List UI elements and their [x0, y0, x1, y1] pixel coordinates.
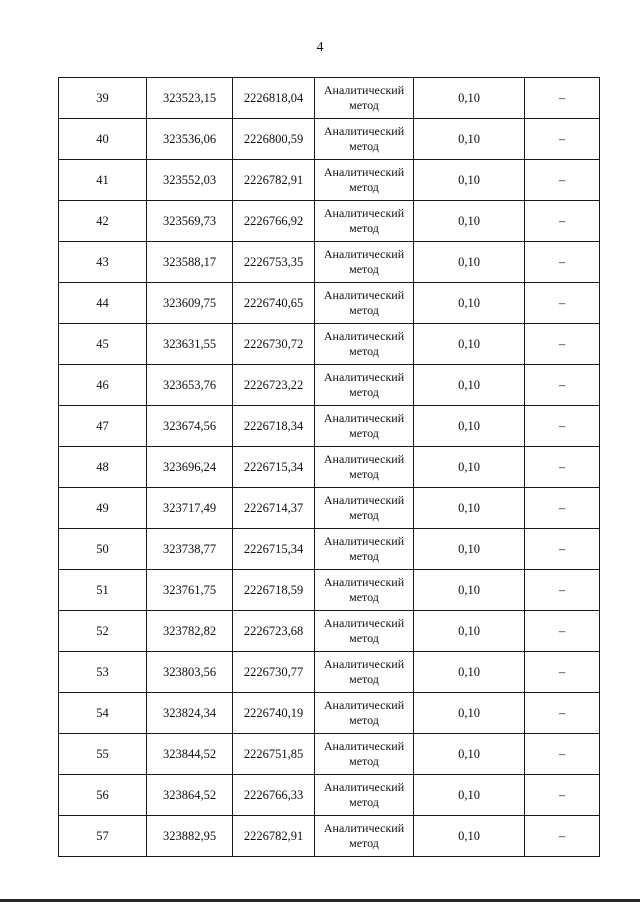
method-line-1: Аналитический	[323, 780, 405, 794]
method-line-2: метод	[349, 139, 379, 153]
accuracy: 0,10	[414, 570, 525, 611]
coord-y: 2226730,77	[233, 652, 315, 693]
point-number: 43	[59, 242, 147, 283]
point-number: 39	[59, 78, 147, 119]
accuracy: 0,10	[414, 283, 525, 324]
accuracy: 0,10	[414, 160, 525, 201]
note: –	[525, 611, 600, 652]
accuracy: 0,10	[414, 242, 525, 283]
method-line-2: метод	[349, 754, 379, 768]
method-line-2: метод	[349, 549, 379, 563]
method-line-1: Аналитический	[323, 288, 405, 302]
note: –	[525, 652, 600, 693]
coord-y: 2226800,59	[233, 119, 315, 160]
page-number: 4	[316, 40, 324, 55]
coord-y: 2226715,34	[233, 447, 315, 488]
coord-x: 323536,06	[147, 119, 233, 160]
table-row	[59, 734, 600, 775]
note: –	[525, 324, 600, 365]
table-row	[59, 611, 600, 652]
note: –	[525, 488, 600, 529]
method-line-1: Аналитический	[323, 575, 405, 589]
point-number: 41	[59, 160, 147, 201]
method-line-1: Аналитический	[323, 206, 405, 220]
point-number: 57	[59, 816, 147, 857]
method-cell	[315, 160, 414, 201]
table-row	[59, 570, 600, 611]
point-number: 55	[59, 734, 147, 775]
coord-x: 323569,73	[147, 201, 233, 242]
coord-y: 2226766,33	[233, 775, 315, 816]
table-row	[59, 119, 600, 160]
table-row	[59, 816, 600, 857]
method-cell	[315, 119, 414, 160]
table-row	[59, 652, 600, 693]
method-line-2: метод	[349, 344, 379, 358]
coord-x: 323824,34	[147, 693, 233, 734]
coord-x: 323552,03	[147, 160, 233, 201]
table-row	[59, 488, 600, 529]
method-cell	[315, 734, 414, 775]
accuracy: 0,10	[414, 324, 525, 365]
method-cell	[315, 693, 414, 734]
coord-y: 2226723,68	[233, 611, 315, 652]
table-row	[59, 78, 600, 119]
accuracy: 0,10	[414, 693, 525, 734]
note: –	[525, 529, 600, 570]
note: –	[525, 734, 600, 775]
method-cell	[315, 365, 414, 406]
method-cell	[315, 652, 414, 693]
coord-y: 2226782,91	[233, 160, 315, 201]
method-line-2: метод	[349, 221, 379, 235]
method-line-1: Аналитический	[323, 493, 405, 507]
accuracy: 0,10	[414, 734, 525, 775]
table-row	[59, 406, 600, 447]
point-number: 54	[59, 693, 147, 734]
method-line-1: Аналитический	[323, 698, 405, 712]
note: –	[525, 570, 600, 611]
method-cell	[315, 324, 414, 365]
accuracy: 0,10	[414, 406, 525, 447]
note: –	[525, 447, 600, 488]
coord-y: 2226715,34	[233, 529, 315, 570]
method-line-2: метод	[349, 508, 379, 522]
coord-x: 323864,52	[147, 775, 233, 816]
method-cell	[315, 447, 414, 488]
method-line-2: метод	[349, 590, 379, 604]
method-line-2: метод	[349, 303, 379, 317]
accuracy: 0,10	[414, 447, 525, 488]
accuracy: 0,10	[414, 201, 525, 242]
method-line-2: метод	[349, 631, 379, 645]
method-line-2: метод	[349, 836, 379, 850]
method-line-1: Аналитический	[323, 411, 405, 425]
method-line-1: Аналитический	[323, 83, 405, 97]
accuracy: 0,10	[414, 652, 525, 693]
point-number: 53	[59, 652, 147, 693]
coord-x: 323674,56	[147, 406, 233, 447]
note: –	[525, 775, 600, 816]
table-row	[59, 283, 600, 324]
method-line-2: метод	[349, 180, 379, 194]
table-row	[59, 775, 600, 816]
note: –	[525, 693, 600, 734]
method-line-1: Аналитический	[323, 534, 405, 548]
method-cell	[315, 406, 414, 447]
point-number: 52	[59, 611, 147, 652]
point-number: 42	[59, 201, 147, 242]
point-number: 48	[59, 447, 147, 488]
note: –	[525, 406, 600, 447]
coord-y: 2226753,35	[233, 242, 315, 283]
method-line-1: Аналитический	[323, 616, 405, 630]
table-row	[59, 242, 600, 283]
method-line-1: Аналитический	[323, 124, 405, 138]
table-row	[59, 160, 600, 201]
table-row	[59, 529, 600, 570]
accuracy: 0,10	[414, 78, 525, 119]
table-row	[59, 324, 600, 365]
accuracy: 0,10	[414, 816, 525, 857]
method-cell	[315, 816, 414, 857]
method-line-2: метод	[349, 795, 379, 809]
accuracy: 0,10	[414, 529, 525, 570]
method-cell	[315, 529, 414, 570]
coordinates-table	[58, 77, 600, 857]
method-cell	[315, 242, 414, 283]
table-row	[59, 693, 600, 734]
table-row	[59, 201, 600, 242]
accuracy: 0,10	[414, 119, 525, 160]
method-line-1: Аналитический	[323, 165, 405, 179]
method-line-2: метод	[349, 467, 379, 481]
accuracy: 0,10	[414, 775, 525, 816]
point-number: 49	[59, 488, 147, 529]
note: –	[525, 119, 600, 160]
point-number: 44	[59, 283, 147, 324]
coord-y: 2226740,65	[233, 283, 315, 324]
note: –	[525, 78, 600, 119]
point-number: 56	[59, 775, 147, 816]
method-line-1: Аналитический	[323, 329, 405, 343]
method-cell	[315, 488, 414, 529]
note: –	[525, 816, 600, 857]
method-cell	[315, 201, 414, 242]
method-cell	[315, 570, 414, 611]
coord-y: 2226818,04	[233, 78, 315, 119]
point-number: 46	[59, 365, 147, 406]
method-line-2: метод	[349, 713, 379, 727]
coord-y: 2226730,72	[233, 324, 315, 365]
method-cell	[315, 611, 414, 652]
method-line-2: метод	[349, 672, 379, 686]
note: –	[525, 201, 600, 242]
method-line-1: Аналитический	[323, 452, 405, 466]
method-line-1: Аналитический	[323, 739, 405, 753]
coord-x: 323803,56	[147, 652, 233, 693]
method-line-1: Аналитический	[323, 821, 405, 835]
table-row	[59, 365, 600, 406]
coord-y: 2226714,37	[233, 488, 315, 529]
accuracy: 0,10	[414, 488, 525, 529]
coord-x: 323717,49	[147, 488, 233, 529]
coord-y: 2226718,34	[233, 406, 315, 447]
coord-x: 323882,95	[147, 816, 233, 857]
method-cell	[315, 78, 414, 119]
point-number: 51	[59, 570, 147, 611]
method-line-1: Аналитический	[323, 657, 405, 671]
coord-y: 2226723,22	[233, 365, 315, 406]
method-line-2: метод	[349, 426, 379, 440]
point-number: 50	[59, 529, 147, 570]
note: –	[525, 365, 600, 406]
note: –	[525, 242, 600, 283]
note: –	[525, 160, 600, 201]
coord-y: 2226766,92	[233, 201, 315, 242]
point-number: 45	[59, 324, 147, 365]
method-line-1: Аналитический	[323, 370, 405, 384]
coord-x: 323844,52	[147, 734, 233, 775]
coord-x: 323588,17	[147, 242, 233, 283]
method-line-2: метод	[349, 385, 379, 399]
coord-x: 323738,77	[147, 529, 233, 570]
method-line-2: метод	[349, 262, 379, 276]
accuracy: 0,10	[414, 611, 525, 652]
coord-x: 323761,75	[147, 570, 233, 611]
method-cell	[315, 775, 414, 816]
coord-y: 2226751,85	[233, 734, 315, 775]
coord-x: 323523,15	[147, 78, 233, 119]
point-number: 47	[59, 406, 147, 447]
method-cell	[315, 283, 414, 324]
coord-y: 2226782,91	[233, 816, 315, 857]
coord-y: 2226718,59	[233, 570, 315, 611]
table-row	[59, 447, 600, 488]
coord-x: 323609,75	[147, 283, 233, 324]
coord-x: 323653,76	[147, 365, 233, 406]
point-number: 40	[59, 119, 147, 160]
coord-x: 323696,24	[147, 447, 233, 488]
page-bottom-rule	[0, 899, 640, 902]
note: –	[525, 283, 600, 324]
coord-x: 323631,55	[147, 324, 233, 365]
method-line-2: метод	[349, 98, 379, 112]
coord-y: 2226740,19	[233, 693, 315, 734]
method-line-1: Аналитический	[323, 247, 405, 261]
accuracy: 0,10	[414, 365, 525, 406]
coord-x: 323782,82	[147, 611, 233, 652]
